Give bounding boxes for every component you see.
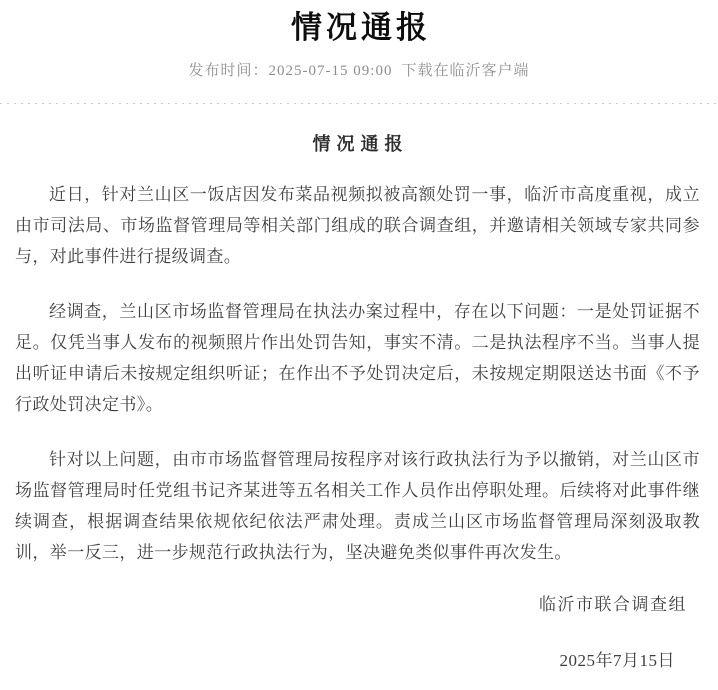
publish-time-value: 2025-07-15 09:00 (268, 63, 393, 79)
signature-date: 2025年7月15日 (559, 651, 675, 670)
article-paragraph-1: 近日，针对兰山区一饭店因发布菜品视频拟被高额处罚一事，临沂市高度重视，成立由市司法局、市场监督管理局等相关部门组成的联合调查组，并邀请相关领域专家共同参与，对此事件进行提级调查。 (15, 185, 700, 266)
publish-meta (0, 63, 718, 80)
publish-time-label: 发布时间： (188, 63, 269, 79)
article-paragraph-2: 经调查，兰山区市场监督管理局在执法办案过程中，存在以下问题：一是处罚证据不足。仅凭当事人发布的视频照片作出处罚告知，事实不清。二是执法程序不当。当事人提出听证申请后未按规定组织听证；在作出不予处罚决定后，未按规定期限送达书面《不予行政处罚决定书》。 (15, 302, 700, 414)
dotted-divider (0, 103, 718, 105)
article-paragraph-3: 针对以上问题，由市市场监督管理局按程序对该行政执法行为予以撤销，对兰山区市场监督管理局时任党组书记齐某进等五名相关工作人员作出停职处理。后续将对此事件继续调查，根据调查结果依规依纪依法严肃处理。责成兰山区市场监督管理局深刻汲取教训，举一反三，进一步规范行政执法行为，坚决避免类似事件再次发生。 (15, 450, 700, 562)
page-title: 情况通报 (291, 10, 431, 45)
article-body (0, 133, 718, 676)
article-heading: 情况通报 (312, 134, 409, 154)
signature-org: 临沂市联合调查组 (539, 595, 687, 614)
page-header (0, 10, 718, 80)
publish-source: 下载在临沂客户端 (401, 63, 530, 79)
